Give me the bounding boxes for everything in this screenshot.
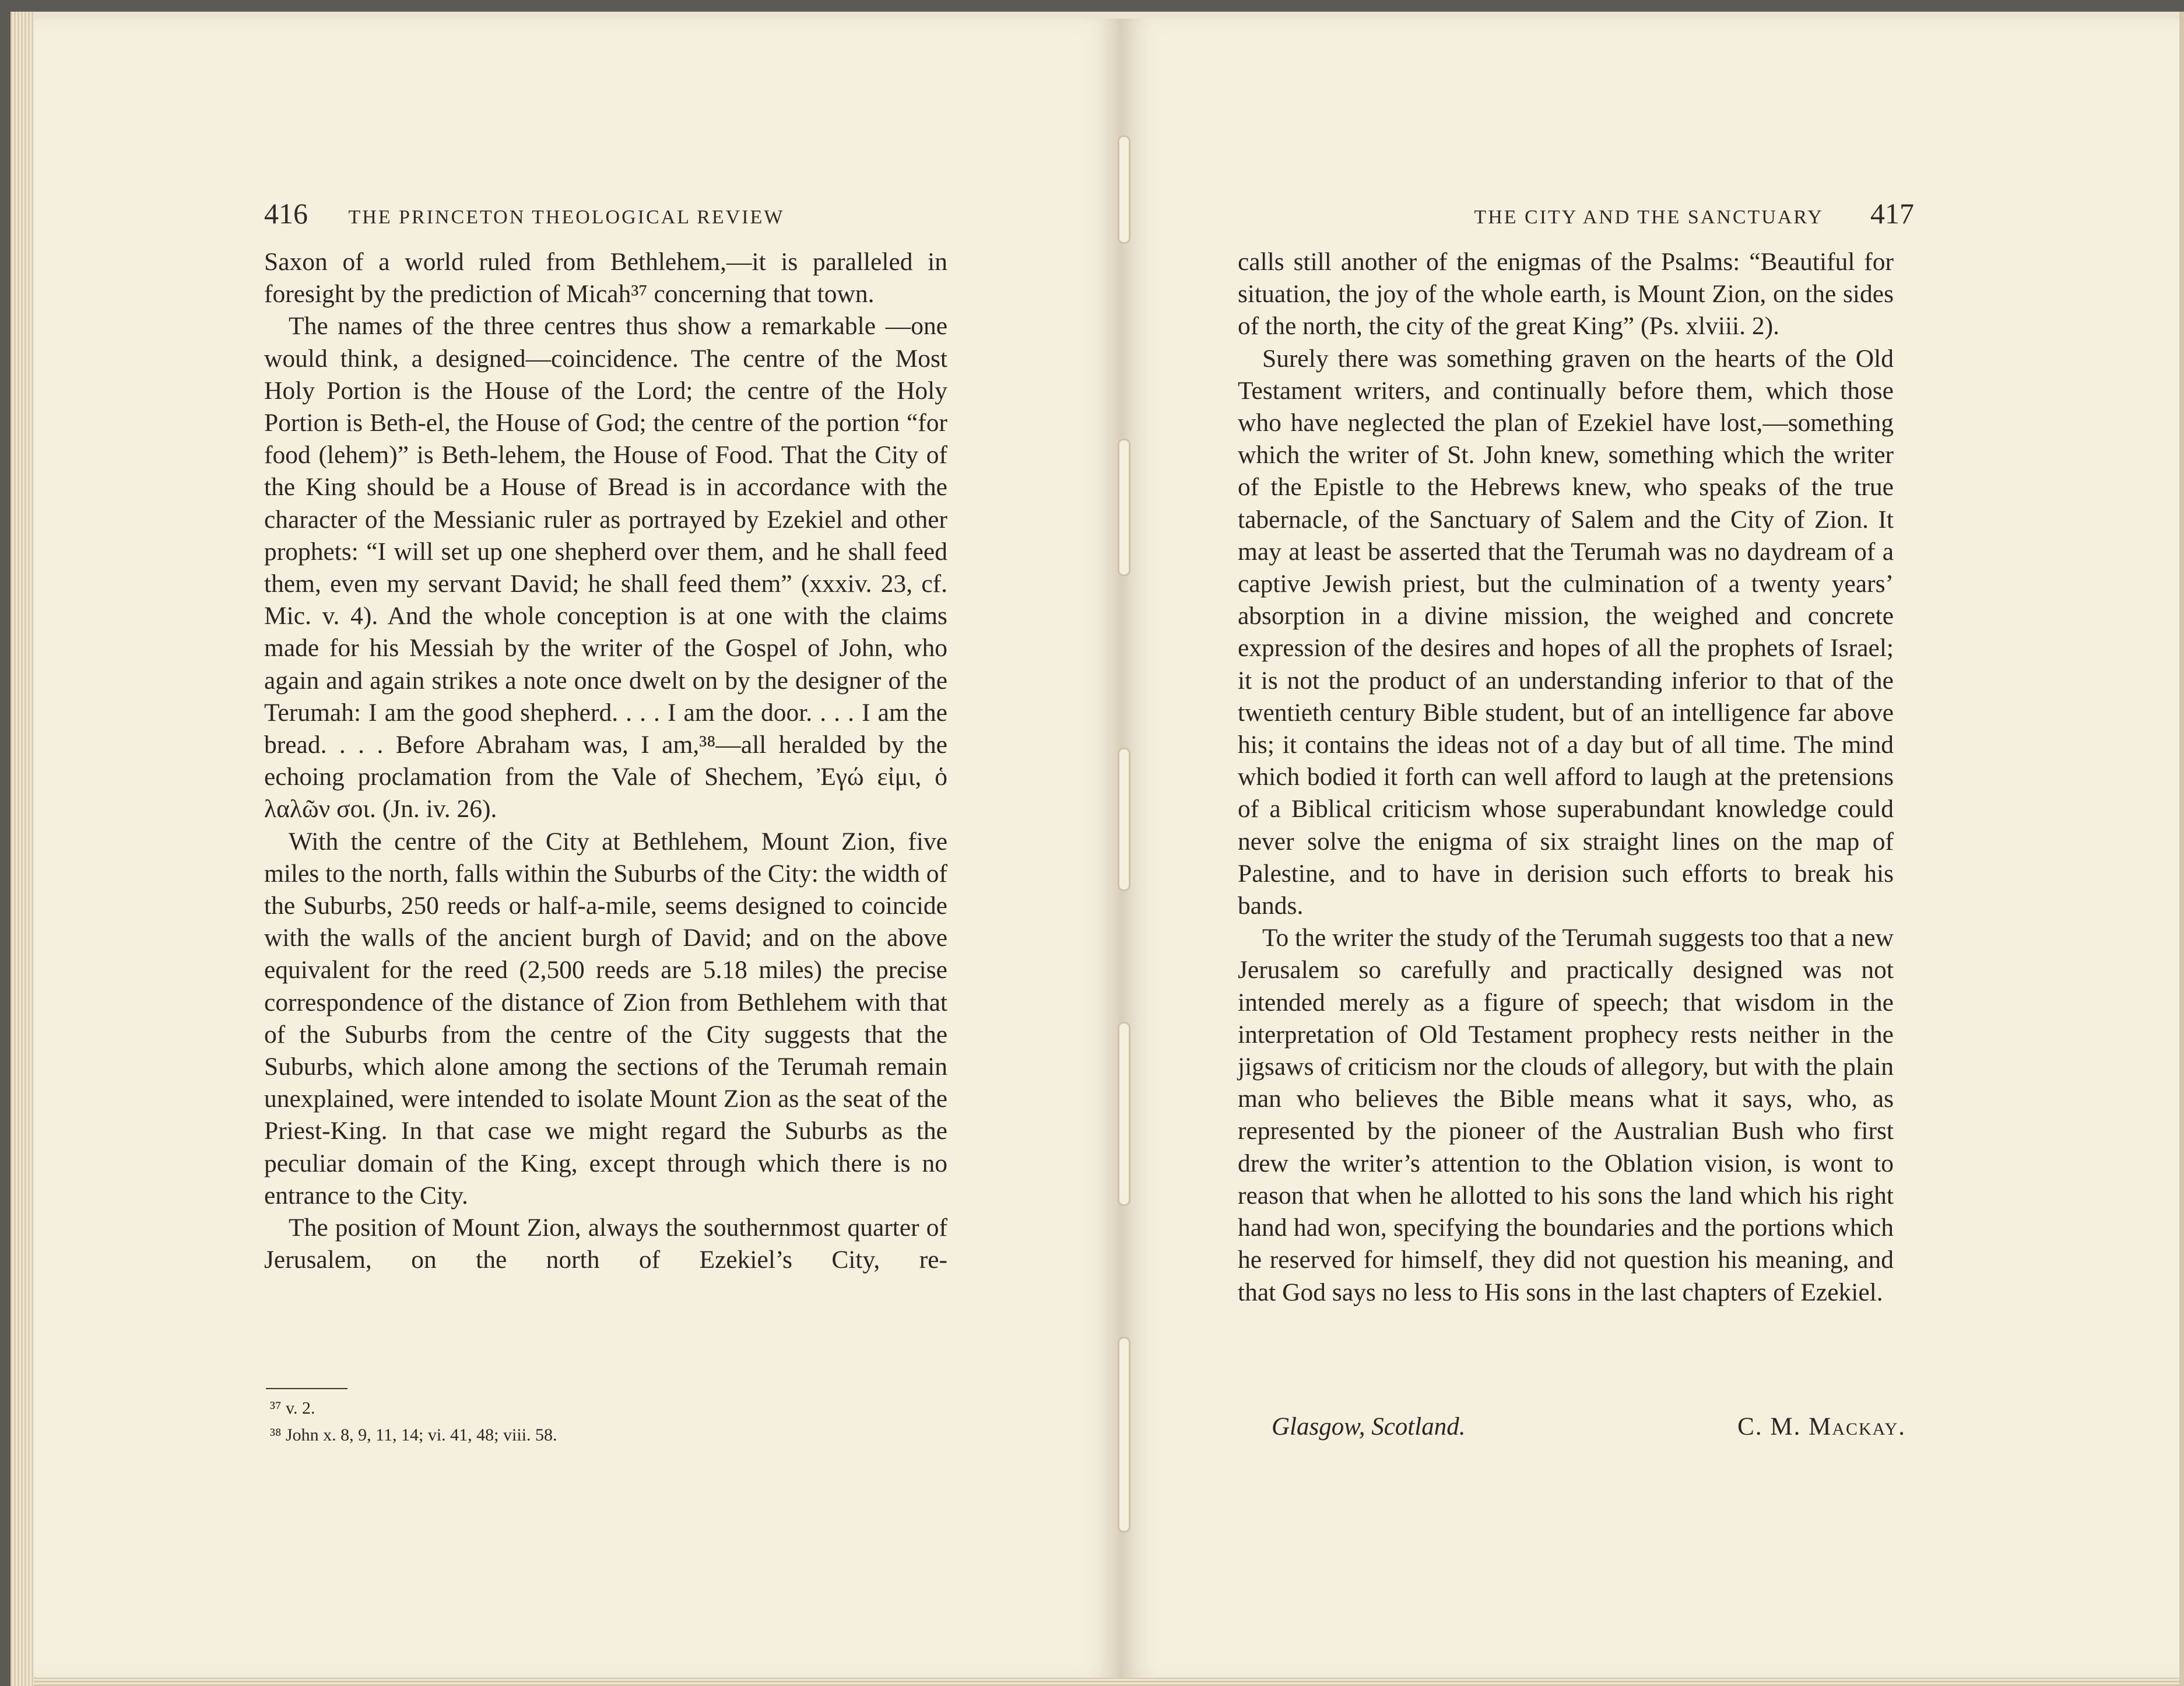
paragraph: With the centre of the City at Bethlehem, Mount Zion, five miles to the north, falls within the Suburbs of the City: the width of the Suburbs, 250 reeds or half-a-mile, seems designed to coincide with the walls of the ancient burgh of David; and on the above equivalent for the reed (2,500 reeds are 5.18 miles) the precise correspondence of the distance of Zion from Bethlehem with that of the Suburbs from the centre of the City suggests that the Suburbs, which alone among the sections of the Terumah remain unexplained, were intended to isolate Mount Zion as the seat of the Priest-King. In that case we might regard the Suburbs as the peculiar domain of the King, except through which there is no entrance to the City. [264, 827, 947, 1210]
footnotes [270, 1395, 678, 1449]
signature-place: Glasgow, Scotland. [1272, 1413, 1466, 1440]
signature-author: C. M. Mackay. [1737, 1413, 1906, 1440]
footnote-37: ³⁷ v. 2. [270, 1398, 315, 1418]
paragraph: The position of Mount Zion, always the southernmost quarter of Jerusalem, on the north of Ezekiel’s City, re- [264, 1214, 947, 1274]
left-page-number: 416 [264, 197, 308, 230]
open-book [10, 12, 2184, 1686]
right-page-edge [2179, 12, 2184, 1686]
right-body-text [1238, 246, 1894, 1309]
page-edge-stack [10, 12, 34, 1686]
footnote-38: ³⁸ John x. 8, 9, 11, 14; vi. 41, 48; viii. 58. [270, 1425, 557, 1445]
left-body-text [264, 246, 947, 1277]
bottom-page-edge [34, 1677, 2179, 1686]
right-running-title: THE CITY AND THE SANCTUARY [1474, 206, 1823, 228]
paragraph: Surely there was something graven on the hearts of the Old Testament writers, and continually before them, which those who have neglected the plan of Ezekiel have lost,—something which the writer of St. John knew, something which the writer of the Epistle to the Hebrews knew, who speaks of the true tabernacle, of the Sanctuary of Salem and the City of Zion. It may at least be asserted that the Terumah was no daydream of a captive Jewish priest, but the culmination of a twenty years’ absorption in a divine mission, the weighed and concrete expression of the desires and hopes of all the prophets of Israel; it is not the product of an understanding inferior to that of the twentieth century Bible student, but of an intelligence far above his; it contains the ideas not of a day but of all time. The mind which bodied it forth can well afford to laugh at the pretensions of a Biblical criticism whose superabundant knowledge could never solve the enigma of six straight lines on the map of Palestine, and to have in derision such efforts to break his bands. [1238, 344, 1894, 920]
left-running-title: THE PRINCETON THEOLOGICAL REVIEW [348, 206, 785, 228]
right-page [1121, 19, 2179, 1678]
binding-stitch [1118, 439, 1130, 576]
binding-stitch [1118, 748, 1130, 891]
paragraph: calls still another of the enigmas of the Psalms: “Beautiful for situation, the joy of the whole earth, is Mount Zion, on the sides of the north, the city of the great King” (Ps. xlviii. 2). [1238, 248, 1894, 341]
paragraph: Saxon of a world ruled from Bethlehem,—it is paralleled in foresight by the prediction of Micah³⁷ concerning that town. [264, 248, 947, 309]
left-running-head [264, 197, 964, 232]
paragraph: To the writer the study of the Terumah suggests too that a new Jerusalem so carefully and practically designed was not intended merely as a figure of speech; that wisdom in the interpretation of Old Testament prophecy rests neither in the jigsaws of criticism nor the clouds of allegory, but with the plain man who believes the Bible means what it says, who, as represented by the pioneer of the Australian Bush who first drew the writer’s attention to the Oblation vision, is wont to reason that when he allotted to his sons the land which his right hand had won, specifying the boundaries and the portions which he reserved for himself, they did not question his meaning, and that God says no less to His sons in the last chapters of Ezekiel. [1238, 924, 1894, 1306]
paragraph: The names of the three centres thus show a remarkable —one would think, a designed—coincidence. The centre of the Most Holy Portion is the House of the Lord; the centre of the Holy Portion is Beth-el, the House of God; the centre of the portion “for food (lehem)” is Beth-lehem, the House of Food. That the City of the King should be a House of Bread is in accordance with the character of the Messianic ruler as portrayed by Ezekiel and other prophets: “I will set up one shepherd over them, and he shall feed them, even my servant David; he shall feed them” (xxxiv. 23, cf. Mic. v. 4). And the whole conception is at one with the claims made for his Messiah by the writer of the Gospel of John, who again and again strikes a note once dwelt on by the designer of the Terumah: I am the good shepherd. . . . I am the door. . . . I am the bread. . . . Before Abraham was, I am,³⁸—all heralded by the echoing proclamation from the Vale of Shechem, Ἐγώ εἰμι, ὁ λαλῶν σοι. (Jn. iv. 26). [264, 312, 947, 823]
binding-stitch [1118, 1022, 1130, 1206]
right-running-head [1448, 197, 1914, 232]
right-page-number: 417 [1870, 197, 1914, 230]
binding-stitch [1118, 135, 1130, 244]
signature-line [1272, 1412, 1918, 1441]
binding-stitch [1118, 1337, 1130, 1533]
left-page [34, 19, 1121, 1678]
footnote-rule [266, 1388, 347, 1389]
